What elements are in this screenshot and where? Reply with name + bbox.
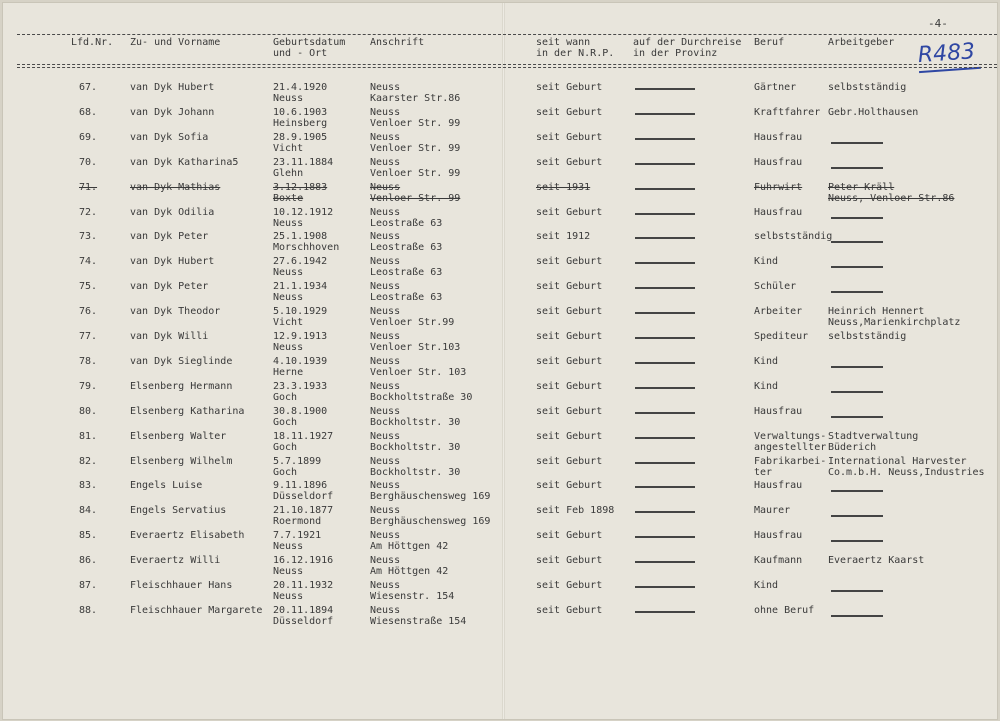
row-emp: selbstständig [828,82,907,93]
row-since: seit Geburt [536,82,603,93]
row-addr: Neuss Am Höttgen 42 [370,555,449,577]
transit-dash [635,437,695,439]
row-addr: Neuss Wiesenstr. 154 [370,580,455,602]
row-job: ohne Beruf [754,605,815,616]
row-job: Hausfrau [754,157,803,168]
row-birth: 20.11.1932 Neuss [273,580,334,602]
row-since: seit Geburt [536,580,603,591]
row-job: Verwaltungs- angestellter [754,431,827,453]
employer-dash [831,291,883,293]
row-since: seit Geburt [536,456,603,467]
row-job: Hausfrau [754,207,803,218]
row-birth: 7.7.1921 Neuss [273,530,322,552]
row-name: Elsenberg Wilhelm [130,456,233,467]
employer-dash [831,590,883,592]
row-name: van Dyk Hubert [130,82,215,93]
row-nr: 76. [79,306,98,317]
row-birth: 5.10.1929 Vicht [273,306,328,328]
transit-dash [635,586,695,588]
employer-dash [831,515,883,517]
row-birth: 23.11.1884 Glehn [273,157,334,179]
row-name: Engels Luise [130,480,203,491]
row-nr: 77. [79,331,98,342]
row-nr: 83. [79,480,98,491]
row-birth: 16.12.1916 Neuss [273,555,334,577]
employer-dash [831,142,883,144]
page-number: -4- [928,17,948,30]
transit-dash [635,337,695,339]
row-nr: 70. [79,157,98,168]
row-addr: Neuss Berghäuschensweg 169 [370,505,491,527]
employer-dash [831,167,883,169]
employer-dash [831,366,883,368]
row-since: seit Geburt [536,256,603,267]
transit-dash [635,412,695,414]
row-job: Fabrikarbei- ter [754,456,827,478]
row-name: Fleischhauer Hans [130,580,233,591]
employer-dash [831,217,883,219]
row-nr: 88. [79,605,98,616]
row-addr: Neuss Venloer Str. 103 [370,356,467,378]
row-addr: Neuss Leostraße 63 [370,281,443,303]
row-nr: 75. [79,281,98,292]
row-nr: 84. [79,505,98,516]
row-nr: 86. [79,555,98,566]
row-emp: Stadtverwaltung Büderich [828,431,919,453]
header-rule-1 [17,64,997,65]
employer-dash [831,241,883,243]
row-job: Hausfrau [754,406,803,417]
transit-dash [635,511,695,513]
row-job: Kraftfahrer [754,107,821,118]
row-job: Kind [754,256,779,267]
employer-dash [831,391,883,393]
row-birth: 21.4.1920 Neuss [273,82,328,104]
row-birth: 3.12.1883 Boxte [273,182,328,204]
header-rule-top [17,34,997,35]
transit-dash [635,387,695,389]
row-addr: Neuss Wiesenstraße 154 [370,605,467,627]
row-name: van Dyk Theodor [130,306,221,317]
row-since: seit Geburt [536,157,603,168]
row-nr: 79. [79,381,98,392]
row-addr: Neuss Venloer Str. 99 [370,107,461,129]
header-employer: Arbeitgeber [828,37,895,48]
row-since: seit Geburt [536,381,603,392]
row-addr: Neuss Am Höttgen 42 [370,530,449,552]
transit-dash [635,362,695,364]
row-emp: Peter Kräll Neuss, Venloer Str.86 [828,182,955,204]
row-addr: Neuss Venloer Str. 99 [370,157,461,179]
row-since: seit 1912 [536,231,591,242]
header-rule-2 [17,67,997,68]
row-birth: 5.7.1899 Goch [273,456,322,478]
row-nr: 73. [79,231,98,242]
row-since: seit Geburt [536,281,603,292]
row-job: Kind [754,580,779,591]
row-name: Elsenberg Hermann [130,381,233,392]
row-nr: 85. [79,530,98,541]
header-since: seit wann in der N.R.P. [536,37,615,59]
header-lfd: Lfd.Nr. [71,37,114,48]
row-name: van Dyk Peter [130,231,209,242]
row-name: van Dyk Willi [130,331,209,342]
row-emp: Everaertz Kaarst [828,555,925,566]
row-name: Elsenberg Walter [130,431,227,442]
row-job: Spediteur [754,331,809,342]
row-nr: 80. [79,406,98,417]
transit-dash [635,113,695,115]
row-birth: 30.8.1900 Goch [273,406,328,428]
row-job: Hausfrau [754,132,803,143]
row-name: Fleischhauer Margarete [130,605,263,616]
transit-dash [635,312,695,314]
row-addr: Neuss Leostraße 63 [370,256,443,278]
transit-dash [635,88,695,90]
row-birth: 9.11.1896 Düsseldorf [273,480,334,502]
row-since: seit 1931 [536,182,591,193]
row-addr: Neuss Bockholtstr. 30 [370,406,461,428]
header-job: Beruf [754,37,785,48]
row-since: seit Geburt [536,331,603,342]
row-birth: 21.1.1934 Neuss [273,281,328,303]
row-nr: 72. [79,207,98,218]
row-birth: 4.10.1939 Herne [273,356,328,378]
employer-dash [831,490,883,492]
row-job: Kind [754,356,779,367]
transit-dash [635,486,695,488]
row-since: seit Feb 1898 [536,505,615,516]
row-job: Maurer [754,505,791,516]
row-nr: 67. [79,82,98,93]
row-birth: 10.6.1903 Heinsberg [273,107,328,129]
row-job: Hausfrau [754,480,803,491]
row-nr: 68. [79,107,98,118]
row-nr: 74. [79,256,98,267]
row-birth: 20.11.1894 Düsseldorf [273,605,334,627]
row-birth: 12.9.1913 Neuss [273,331,328,353]
row-since: seit Geburt [536,431,603,442]
header-transit: auf der Durchreise in der Provinz [633,37,742,59]
row-name: van Dyk Sieglinde [130,356,233,367]
row-addr: Neuss Bockholtstraße 30 [370,381,473,403]
row-since: seit Geburt [536,406,603,417]
transit-dash [635,188,695,190]
row-job: Arbeiter [754,306,803,317]
row-since: seit Geburt [536,480,603,491]
row-emp: selbstständig [828,331,907,342]
transit-dash [635,138,695,140]
row-name: Elsenberg Katharina [130,406,245,417]
row-name: van Dyk Mathias [130,182,221,193]
employer-dash [831,615,883,617]
row-birth: 18.11.1927 Goch [273,431,334,453]
row-birth: 21.10.1877 Roermond [273,505,334,527]
row-addr: Neuss Venloer Str. 99 [370,132,461,154]
row-addr: Neuss Bockholtstr. 30 [370,431,461,453]
row-name: Engels Servatius [130,505,227,516]
row-birth: 23.3.1933 Goch [273,381,328,403]
transit-dash [635,287,695,289]
row-nr: 82. [79,456,98,467]
row-name: van Dyk Peter [130,281,209,292]
transit-dash [635,536,695,538]
transit-dash [635,561,695,563]
row-name: van Dyk Johann [130,107,215,118]
row-addr: Neuss Leostraße 63 [370,207,443,229]
row-birth: 10.12.1912 Neuss [273,207,334,229]
row-birth: 25.1.1908 Morschhoven [273,231,340,253]
transit-dash [635,611,695,613]
row-since: seit Geburt [536,356,603,367]
employer-dash [831,416,883,418]
row-job: Gärtner [754,82,797,93]
row-nr: 87. [79,580,98,591]
row-job: Hausfrau [754,530,803,541]
document-page [2,2,998,720]
row-since: seit Geburt [536,530,603,541]
header-address: Anschrift [370,37,425,48]
row-since: seit Geburt [536,207,603,218]
row-emp: Gebr.Holthausen [828,107,919,118]
transit-dash [635,237,695,239]
row-addr: Neuss Venloer Str.103 [370,331,461,353]
row-name: van Dyk Sofia [130,132,209,143]
archive-stamp: R483 [917,39,981,73]
row-since: seit Geburt [536,306,603,317]
row-nr: 69. [79,132,98,143]
row-nr: 81. [79,431,98,442]
row-since: seit Geburt [536,555,603,566]
row-emp: International Harvester Co.m.b.H. Neuss,Industries [828,456,985,478]
employer-dash [831,540,883,542]
row-addr: Neuss Berghäuschensweg 169 [370,480,491,502]
row-job: Schüler [754,281,797,292]
row-name: Everaertz Elisabeth [130,530,245,541]
row-name: van Dyk Katharina5 [130,157,239,168]
transit-dash [635,262,695,264]
row-job: selbstständig [754,231,833,242]
row-name: van Dyk Hubert [130,256,215,267]
row-addr: Neuss Leostraße 63 [370,231,443,253]
row-since: seit Geburt [536,132,603,143]
page-fold [502,3,505,719]
row-addr: Neuss Bockholtstr. 30 [370,456,461,478]
row-addr: Neuss Venloer Str.99 [370,306,455,328]
employer-dash [831,266,883,268]
row-name: van Dyk Odilia [130,207,215,218]
transit-dash [635,462,695,464]
row-nr: 78. [79,356,98,367]
row-addr: Neuss Kaarster Str.86 [370,82,461,104]
transit-dash [635,163,695,165]
row-job: Fuhrwirt [754,182,803,193]
transit-dash [635,213,695,215]
row-addr: Neuss Venloer Str. 99 [370,182,461,204]
header-name: Zu- und Vorname [130,37,221,48]
row-since: seit Geburt [536,605,603,616]
row-emp: Heinrich Hennert Neuss,Marienkirchplatz [828,306,961,328]
row-job: Kind [754,381,779,392]
row-birth: 27.6.1942 Neuss [273,256,328,278]
row-nr: 71. [79,182,98,193]
row-since: seit Geburt [536,107,603,118]
row-birth: 28.9.1905 Vicht [273,132,328,154]
header-birth: Geburtsdatum und - Ort [273,37,346,59]
row-name: Everaertz Willi [130,555,221,566]
row-job: Kaufmann [754,555,803,566]
